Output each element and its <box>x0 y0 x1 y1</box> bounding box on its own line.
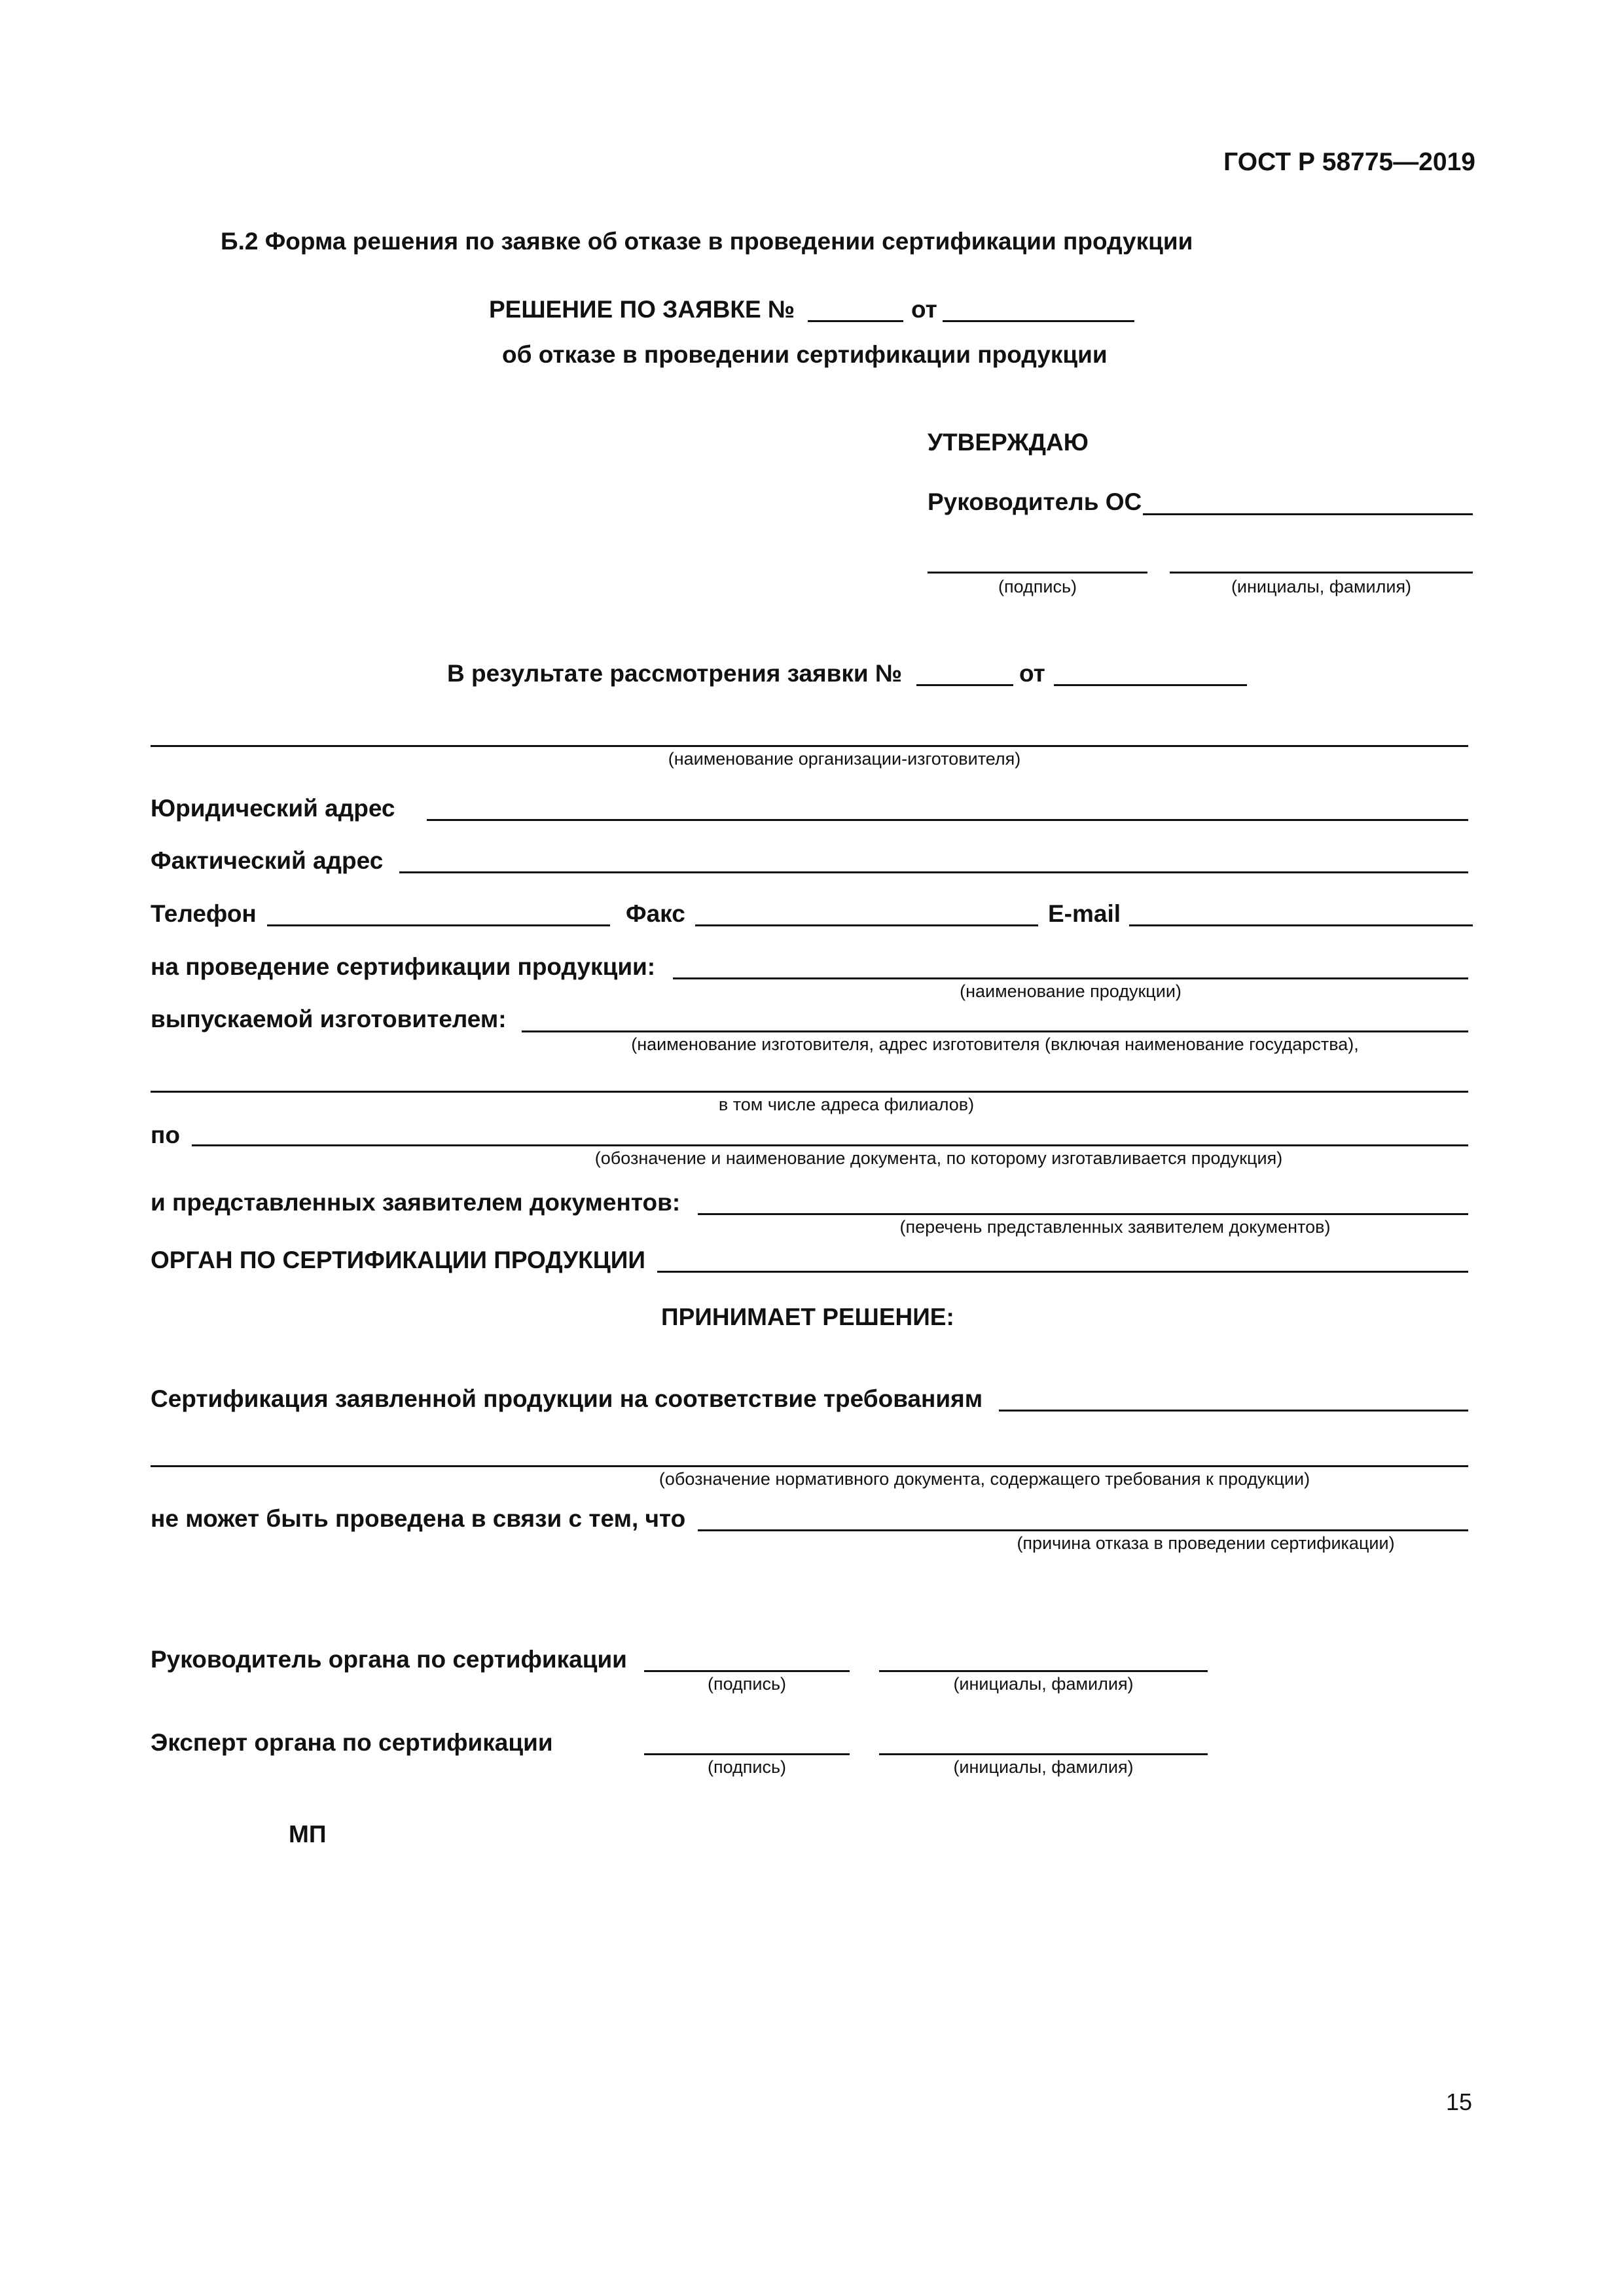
doc-code: ГОСТ Р 58775—2019 <box>1223 148 1475 176</box>
expert-name-caption: (инициалы, фамилия) <box>953 1757 1134 1777</box>
actual-address-label: Фактический адрес <box>151 847 384 874</box>
org-name-line[interactable] <box>151 745 1468 747</box>
submitted-docs-label: и представленных заявителем документов: <box>151 1189 681 1216</box>
email-line[interactable] <box>1129 924 1473 926</box>
stamp-label: МП <box>289 1821 327 1848</box>
phone-label: Телефон <box>151 900 257 927</box>
standard-doc-line[interactable] <box>192 1144 1468 1146</box>
head-os-label: Руководитель ОС <box>928 488 1142 515</box>
head-os-line[interactable] <box>1143 513 1473 515</box>
decision-number-line[interactable] <box>808 320 903 322</box>
branches-caption: в том числе адреса филиалов) <box>718 1095 975 1114</box>
head-name-caption: (инициалы, фамилия) <box>953 1674 1134 1694</box>
cannot-label: не может быть проведена в связи с тем, что <box>151 1505 686 1532</box>
product-caption: (наименование продукции) <box>960 981 1182 1001</box>
approve-label: УТВЕРЖДАЮ <box>928 429 1089 456</box>
review-ot: от <box>1019 660 1045 687</box>
head-signature-label: Руководитель органа по сертификации <box>151 1646 627 1673</box>
section-title: Б.2 Форма решения по заявке об отказе в проведении сертификации продукции <box>221 228 1193 255</box>
legal-address-label: Юридический адрес <box>151 795 395 822</box>
expert-signature-line[interactable] <box>644 1753 850 1755</box>
requirements-line[interactable] <box>999 1410 1468 1412</box>
branches-line[interactable] <box>151 1091 1468 1093</box>
email-label: E-mail <box>1048 900 1121 927</box>
review-prefix: В результате рассмотрения заявки № <box>447 660 903 687</box>
requirements-label: Сертификация заявленной продукции на соответствие требованиям <box>151 1385 983 1412</box>
approval-signature-line[interactable] <box>928 572 1147 574</box>
normative-doc-line[interactable] <box>151 1465 1468 1467</box>
review-date-line[interactable] <box>1054 684 1247 686</box>
actual-address-line[interactable] <box>399 871 1468 873</box>
submitted-docs-line[interactable] <box>698 1213 1468 1215</box>
phone-line[interactable] <box>267 924 610 926</box>
decision-date-line[interactable] <box>943 320 1134 322</box>
fax-label: Факс <box>626 900 685 927</box>
review-number-line[interactable] <box>916 684 1013 686</box>
decision-title-prefix: РЕШЕНИЕ ПО ЗАЯВКЕ № <box>489 296 795 323</box>
head-name-line[interactable] <box>879 1670 1208 1672</box>
approval-name-line[interactable] <box>1170 572 1473 574</box>
cert-product-label: на проведение сертификации продукции: <box>151 953 656 980</box>
standard-doc-caption: (обозначение и наименование документа, по которому изготавливается продукция) <box>594 1148 1283 1168</box>
legal-address-line[interactable] <box>427 819 1468 821</box>
page-number: 15 <box>1445 2088 1472 2115</box>
expert-signature-caption: (подпись) <box>707 1757 787 1777</box>
manufacturer-line[interactable] <box>522 1030 1468 1032</box>
cert-body-line[interactable] <box>657 1271 1468 1273</box>
expert-signature-label: Эксперт органа по сертификации <box>151 1729 553 1756</box>
reason-caption: (причина отказа в проведении сертификации) <box>1017 1533 1395 1553</box>
po-label: по <box>151 1121 180 1148</box>
fax-line[interactable] <box>695 924 1038 926</box>
submitted-docs-caption: (перечень представленных заявителем документов) <box>899 1217 1331 1237</box>
reason-line[interactable] <box>698 1529 1468 1531</box>
normative-doc-caption: (обозначение нормативного документа, содержащего требования к продукции) <box>659 1469 1310 1489</box>
head-signature-caption: (подпись) <box>707 1674 787 1694</box>
manufacturer-caption: (наименование изготовителя, адрес изготовителя (включая наименование государства), <box>631 1034 1359 1054</box>
head-signature-line[interactable] <box>644 1670 850 1672</box>
org-name-caption: (наименование организации-изготовителя) <box>668 749 1021 769</box>
product-line[interactable] <box>673 977 1468 979</box>
approval-name-caption: (инициалы, фамилия) <box>1231 577 1412 596</box>
decision-title-ot: от <box>911 296 937 323</box>
expert-name-line[interactable] <box>879 1753 1208 1755</box>
decision-subtitle: об отказе в проведении сертификации продукции <box>502 341 1108 368</box>
resolution-heading: ПРИНИМАЕТ РЕШЕНИЕ: <box>661 1303 954 1330</box>
cert-body-label: ОРГАН ПО СЕРТИФИКАЦИИ ПРОДУКЦИИ <box>151 1247 645 1273</box>
produced-by-label: выпускаемой изготовителем: <box>151 1006 507 1032</box>
approval-signature-caption: (подпись) <box>998 577 1077 596</box>
